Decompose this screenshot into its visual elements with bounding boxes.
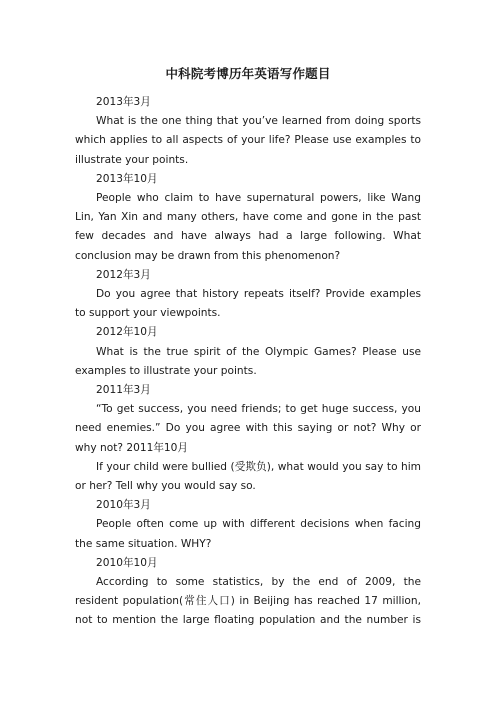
date-heading-2011-03: 2011年3月: [96, 384, 151, 397]
question-2011-03: “To get success, you need friends; to get huge success, you need enemies.” Do you agree with this saying or not? Why or why not? 2011年10月: [75, 403, 421, 454]
question-2010-10: According to some statistics, by the end of 2009, the resident population(常住人口) in Beijing has reached 17 million, not to mention the large floating population and the number is: [75, 576, 421, 627]
date-heading-2013-03: 2013年3月: [96, 96, 151, 108]
question-2011-10: If your child were bullied (受欺负), what would you say to him or her? Tell why you would say so.: [75, 460, 421, 493]
date-heading-2012-10: 2012年10月: [96, 326, 158, 339]
date-heading-2010-03: 2010年3月: [96, 499, 151, 512]
question-2012-03: Do you agree that history repeats itself? Provide examples to support your viewpoints.: [75, 288, 421, 320]
document-body: [75, 93, 421, 631]
document-title: 中科院考博历年英语写作题目: [165, 66, 331, 81]
date-heading-2010-10: 2010年10月: [96, 556, 158, 569]
question-2013-03: What is the one thing that you’ve learned from doing sports which applies to all aspects of your life? Please use examples to illustrate your points.: [75, 115, 421, 166]
date-heading-2012-03: 2012年3月: [96, 268, 151, 281]
question-2010-03: People often come up with different decisions when facing the same situation. WHY?: [75, 518, 421, 550]
question-2012-10: What is the true spirit of the Olympic Games? Please use examples to illustrate your points.: [75, 345, 421, 377]
date-heading-2013-10: 2013年10月: [96, 172, 158, 185]
question-2013-10: People who claim to have supernatural powers, like Wang Lin, Yan Xin and many others, have come and gone in the past few decades and have always had a large following. What conclusion may be drawn from this phenomenon?: [75, 192, 421, 262]
